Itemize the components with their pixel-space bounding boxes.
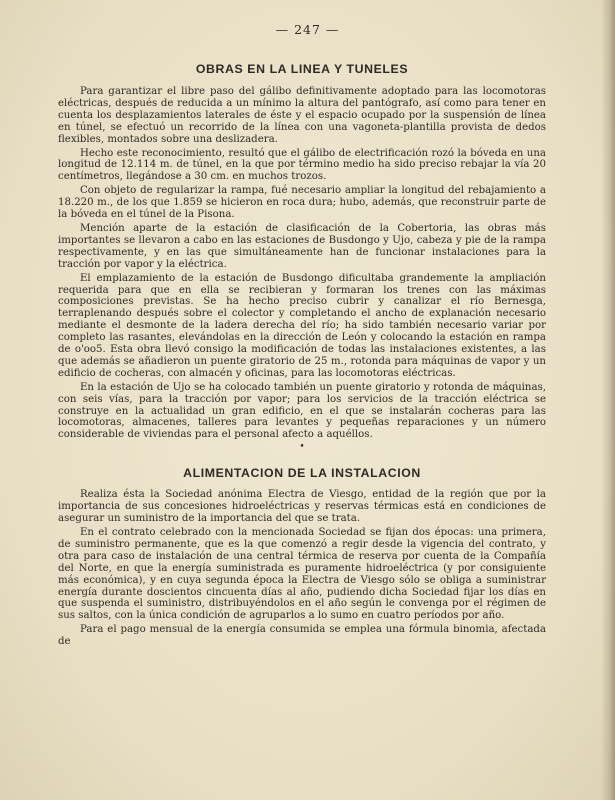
paragraph: Con objeto de regularizar la rampa, fué necesario ampliar la longitud del rebajamiento a 18.220 m., de los que 1.859 se hicieron en roca dura; hubo, además, que reconstruir parte de la bóveda en el túnel de la Pisona. — [58, 185, 546, 221]
separator-dot: • — [299, 442, 305, 453]
paragraph: Realiza ésta la Sociedad anónima Electra de Viesgo, entidad de la región que por la importancia de sus concesiones hidroeléctricas y reservas térmicas está en condiciones de asegurar un suministro de la importancia del que se trata. — [58, 489, 546, 525]
section-title-obras: OBRAS EN LA LINEA Y TUNELES — [195, 62, 409, 76]
paragraph: En la estación de Ujo se ha colocado también un puente giratorio y rotonda de máquinas, con seis vías, para la tracción por vapor; para los servicios de la tracción eléctrica se construye en la actualidad un gran edificio, en el que se instalarán cocheras para las locomotoras, almacenes, talleres para levantes y pequeñas reparaciones y un número considerable de viviendas para el personal afecto a aquéllos. — [58, 381, 546, 441]
paragraph: Para garantizar el libre paso del gálibo definitivamente adoptado para las locomotoras eléctricas, después de reducida a un mínimo la altura del pantógrafo, así como para tener en cuenta los desplazamientos laterales de éste y el espacio ocupado por la suspensión de línea en túnel, se efectuó un recorrido de la línea con una vagoneta-plantilla provista de dedos flexibles, montados sobre una deslizadera. — [58, 86, 546, 145]
paragraph: Para el pago mensual de la energía consumida se emplea una fórmula binomia, afectada de — [58, 624, 546, 648]
paragraph: En el contrato celebrado con la mencionada Sociedad se fijan dos épocas: una primera, de suministro permanente, que es la que comenzó a regir desde la vigencia del contrato, y otra para caso de instalación de una central térmica de reserva por cuenta de la Compañía del Norte, en que la energía suministrada es puramente hidroeléctrica (y por consiguiente más económica), y en cuya segunda época la Electra de Viesgo sólo se obliga a suministrar energía durante doscientos cincuenta días al año, pudiendo dicha Sociedad fijar los días en que suspenda el suministro, distribuyéndolos en el año según le convenga por el régimen de sus saltos, con la única condición de agruparlos a lo sumo en cuatro períodos por año. — [58, 527, 546, 622]
page-content — [58, 62, 546, 650]
page-number: — 247 — — [275, 22, 340, 37]
paragraph: Mención aparte de la estación de clasificación de la Cobertoria, las obras más importantes se llevaron a cabo en las estaciones de Busdongo y Ujo, cabeza y pie de la rampa respectivamente, y en las que simultáneamente han de funcionar instalaciones para la tracción por vapor y la eléctrica. — [58, 222, 546, 270]
section-title-alimentacion: ALIMENTACION DE LA INSTALACION — [183, 466, 421, 481]
paragraph: Hecho este reconocimiento, resultó que el gálibo de electrificación rozó la bóveda en una longitud de 12.114 m. de túnel, en la que por término medio ha sido preciso rebajar la vía 20 centímetros, llegándose a 30 cm. en muchos trozos. — [58, 147, 546, 183]
page-edge-shadow — [601, 0, 615, 800]
paragraph: El emplazamiento de la estación de Busdongo dificultaba grandemente la ampliación requerida para que en ella se recibieran y formaran los trenes con las máximas composiciones previstas. Se ha hecho preciso cubrir y canalizar el río Bernesga, terraplenando después sobre el colector y completando el ancho de explanación necesario mediante el desmonte de la ladera derecha del río; ha sido también necesario variar por completo las rasantes, elevándolas en la dirección de León y colocando la estación en rampa de o'oo5. Esta obra llevó consigo la modificación de todas las instalaciones existentes, a las que además se añadieron un puente giratorio de 25 m., rotonda para máquinas de vapor y un edificio de cocheras, con almacén y oficinas, para las locomotoras eléctricas. — [58, 272, 546, 379]
